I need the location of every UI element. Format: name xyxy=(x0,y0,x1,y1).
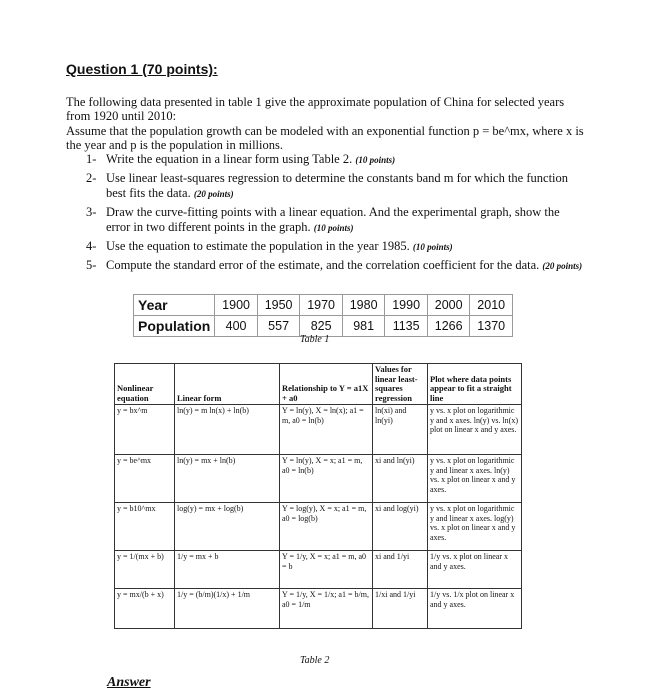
table-cell: 1/y vs. x plot on linear x and y axes. xyxy=(428,551,522,589)
table-header-cell: Population xyxy=(134,316,215,337)
table-cell: Y = ln(y), X = x; a1 = m, a0 = ln(b) xyxy=(280,455,373,503)
table-cell: 1980 xyxy=(342,295,385,316)
table-row xyxy=(115,551,522,589)
table-row xyxy=(115,589,522,629)
table-cell: xi and log(yi) xyxy=(373,503,428,551)
table-cell: y = b10^mx xyxy=(115,503,175,551)
table-cell: Y = 1/y, X = 1/x; a1 = b/m, a0 = 1/m xyxy=(280,589,373,629)
table2-caption: Table 2 xyxy=(300,655,330,666)
table-cell: y = 1/(mx + b) xyxy=(115,551,175,589)
table-cell: ln(y) = m ln(x) + ln(b) xyxy=(175,405,280,455)
table-cell: xi and ln(yi) xyxy=(373,455,428,503)
table-cell: 2010 xyxy=(470,295,513,316)
table-cell: Y = 1/y, X = x; a1 = m, a0 = b xyxy=(280,551,373,589)
table-header-cell: Nonlinear equation xyxy=(115,364,175,405)
population-table xyxy=(133,294,513,337)
table-cell: 400 xyxy=(215,316,258,337)
table-header-cell: Values for linear least-squares regression xyxy=(373,364,428,405)
table-cell: 1266 xyxy=(427,316,470,337)
intro-paragraph-2: Assume that the population growth can be modeled with an exponential function p = be^mx, where x is the year and p is the population in millions. xyxy=(66,124,584,152)
table-cell: 825 xyxy=(300,316,343,337)
answer-label: Answer xyxy=(107,675,151,690)
table-row xyxy=(115,455,522,503)
table-cell: 1900 xyxy=(215,295,258,316)
table-cell: 1135 xyxy=(385,316,428,337)
table-header-cell: Plot where data points appear to fit a straight line xyxy=(428,364,522,405)
question-list xyxy=(86,152,586,277)
question-heading: Question 1 (70 points): xyxy=(66,61,218,77)
table-cell: ln(y) = mx + ln(b) xyxy=(175,455,280,503)
list-item: 4- Use the equation to estimate the population in the year 1985. (10 points) xyxy=(86,239,453,253)
table-cell: y = mx/(b + x) xyxy=(115,589,175,629)
table-cell: 2000 xyxy=(427,295,470,316)
table-cell: xi and 1/yi xyxy=(373,551,428,589)
table-row xyxy=(134,295,513,316)
table-cell: 1990 xyxy=(385,295,428,316)
table-cell: y vs. x plot on logarithmic y and linear x axes. ln(y) vs. x plot on linear x and y axes. xyxy=(428,455,522,503)
table-cell: 1/y vs. 1/x plot on linear x and y axes. xyxy=(428,589,522,629)
table-cell: log(y) = mx + log(b) xyxy=(175,503,280,551)
table-row xyxy=(115,364,522,405)
list-item: 1- Write the equation in a linear form using Table 2. (10 points) xyxy=(86,152,396,166)
table-header-cell: Linear form xyxy=(175,364,280,405)
table-cell: y = bx^m xyxy=(115,405,175,455)
table-cell: Y = log(y), X = x; a1 = m, a0 = log(b) xyxy=(280,503,373,551)
list-item: 2- Use linear least-squares regression to determine the constants band m for which the function best fits the data. (20 points) xyxy=(86,171,569,200)
linearization-table xyxy=(114,363,522,629)
table-cell: y vs. x plot on logarithmic y and linear x axes. log(y) vs. x plot on linear x and y axes. xyxy=(428,503,522,551)
table-row xyxy=(115,503,522,551)
table-cell: 1/y = (b/m)(1/x) + 1/m xyxy=(175,589,280,629)
table1-caption: Table 1 xyxy=(300,334,330,345)
table-cell: y vs. x plot on logarithmic y and x axes. ln(y) vs. ln(x) plot on linear x and y axes. xyxy=(428,405,522,455)
table-cell: 1950 xyxy=(257,295,300,316)
table-cell: 981 xyxy=(342,316,385,337)
table-row xyxy=(115,405,522,455)
table-cell: y = be^mx xyxy=(115,455,175,503)
table-cell: 557 xyxy=(257,316,300,337)
table-cell: ln(xi) and ln(yi) xyxy=(373,405,428,455)
table-header-cell: Relationship to Y = a1X + a0 xyxy=(280,364,373,405)
list-item: 5- Compute the standard error of the estimate, and the correlation coefficient for the data. (20 points) xyxy=(86,258,583,272)
list-item: 3- Draw the curve-fitting points with a linear equation. And the experimental graph, show the error in two different points in the graph. (10 points) xyxy=(86,205,560,234)
table-cell: 1/xi and 1/yi xyxy=(373,589,428,629)
table-cell: 1/y = mx + b xyxy=(175,551,280,589)
table-cell: Y = ln(y), X = ln(x); a1 = m, a0 = ln(b) xyxy=(280,405,373,455)
table-cell: 1970 xyxy=(300,295,343,316)
table-cell: 1370 xyxy=(470,316,513,337)
table-header-cell: Year xyxy=(134,295,215,316)
intro-paragraph-1: The following data presented in table 1 give the approximate population of China for selected years from 1920 until 2010: xyxy=(66,95,565,123)
